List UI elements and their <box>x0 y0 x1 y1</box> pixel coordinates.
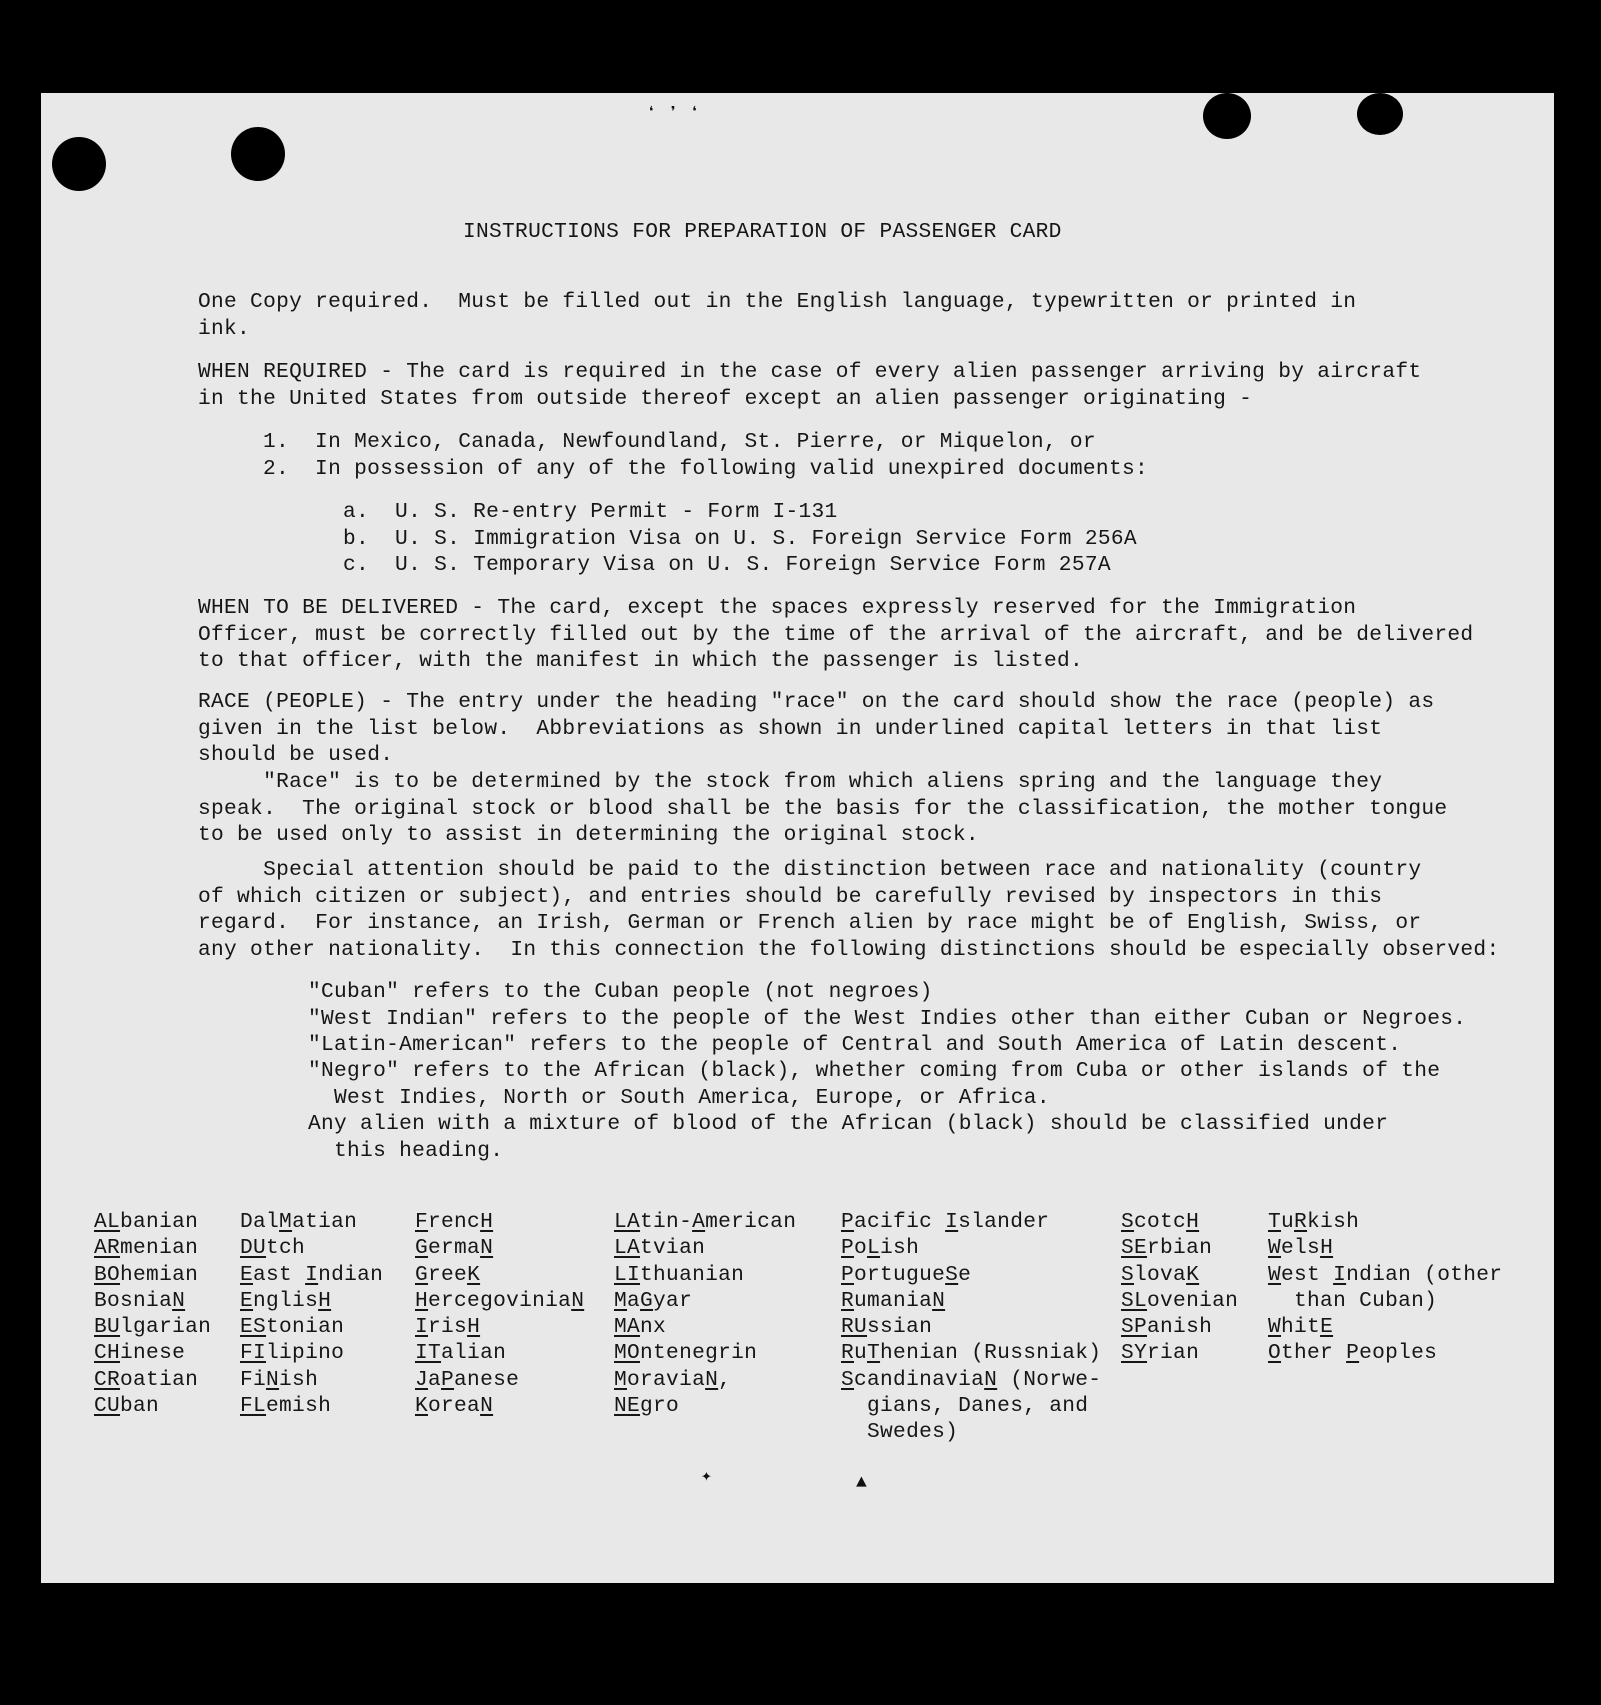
distinction-item: "Negro" refers to the African (black), whether coming from Cuba or other islands of the West Indies, North or South America, Europe, or Africa. <box>308 1059 1441 1110</box>
race-text: ther <box>1281 1341 1347 1366</box>
race-abbreviation: MA <box>614 1315 641 1340</box>
race-entry <box>240 1262 383 1288</box>
race-abbreviation: P <box>841 1236 855 1261</box>
race-abbreviation: H <box>415 1288 429 1313</box>
race-entry <box>1121 1288 1238 1314</box>
race-abbreviation: CH <box>94 1341 121 1366</box>
race-abbreviation: P <box>841 1262 855 1287</box>
race-entry <box>415 1209 584 1235</box>
list-item: b. U. S. Immigration Visa on U. S. Foreign Service Form 256A <box>343 527 1137 551</box>
race-entry <box>614 1262 796 1288</box>
race-text: ris <box>428 1315 468 1340</box>
race-entry <box>415 1314 584 1340</box>
race-abbreviation: I <box>1333 1262 1347 1287</box>
race-abbreviation: H <box>318 1288 332 1313</box>
race-abbreviation: BU <box>94 1315 121 1340</box>
race-abbreviation: N <box>480 1236 494 1261</box>
race-abbreviation: K <box>1186 1262 1200 1287</box>
race-entry <box>1121 1314 1238 1340</box>
race-entry <box>841 1288 1101 1314</box>
race-abbreviation: BO <box>94 1262 121 1287</box>
race-entry <box>94 1262 211 1288</box>
race-abbreviation: H <box>1320 1236 1334 1261</box>
race-entry <box>614 1393 796 1419</box>
race-abbreviation: H <box>1186 1210 1200 1234</box>
race-entry <box>415 1262 584 1288</box>
race-text: a <box>627 1288 641 1313</box>
race-text: est <box>1281 1262 1334 1287</box>
race-entry <box>614 1235 796 1261</box>
distinction-item: "West Indian" refers to the people of the West Indies other than either Cuban or Negroes. <box>308 1007 1467 1031</box>
page-title: INSTRUCTIONS FOR PREPARATION OF PASSENGER CARD <box>463 220 1062 244</box>
race-text: merican <box>705 1210 797 1234</box>
race-text: ish <box>880 1236 920 1261</box>
race-abbreviation: E <box>1320 1315 1334 1340</box>
race-abbreviation: SY <box>1121 1341 1148 1366</box>
race-text: gro <box>640 1394 680 1419</box>
ink-mark: ✦ <box>701 1467 712 1487</box>
race-text: cotc <box>1134 1210 1187 1234</box>
race-entry <box>240 1209 383 1235</box>
race-abbreviation: I <box>305 1262 319 1287</box>
punch-hole <box>52 137 106 191</box>
race-entry <box>841 1340 1101 1366</box>
race-entry <box>841 1209 1101 1235</box>
race-abbreviation: N <box>571 1288 585 1313</box>
race-abbreviation: N <box>705 1367 719 1392</box>
race-abbreviation: S <box>841 1367 855 1392</box>
distinction-item: "Cuban" refers to the Cuban people (not negroes) <box>308 980 933 1004</box>
race-abbreviation: P <box>841 1210 855 1234</box>
race-entry <box>841 1314 1101 1340</box>
race-text: renc <box>428 1210 481 1234</box>
race-entry <box>1268 1314 1502 1340</box>
race-text: lipino <box>266 1341 345 1366</box>
race-text: nglis <box>253 1288 319 1313</box>
race-text: e <box>958 1262 972 1287</box>
punch-hole <box>1203 93 1251 139</box>
race-column <box>94 1209 211 1419</box>
race-text: els <box>1281 1236 1321 1261</box>
race-abbreviation: K <box>467 1262 481 1287</box>
race-text: ndian <box>318 1262 384 1287</box>
race-text: o <box>854 1236 868 1261</box>
race-abbreviation: N <box>932 1288 946 1313</box>
race-abbreviation: SP <box>1121 1315 1148 1340</box>
race-abbreviation: CU <box>94 1394 121 1419</box>
race-text: , <box>718 1367 732 1392</box>
race-text: Fi <box>240 1367 267 1392</box>
race-text: ndian (other <box>1346 1262 1503 1287</box>
race-abbreviation: R <box>841 1288 855 1313</box>
punch-hole <box>231 127 285 181</box>
race-entry <box>415 1235 584 1261</box>
race-abbreviation: F <box>415 1210 429 1234</box>
race-text: gians, Danes, and <box>841 1394 1089 1419</box>
ink-mark: ▲ <box>856 1473 867 1493</box>
race-text: Swedes) <box>841 1420 959 1445</box>
race-text: atian <box>292 1210 358 1234</box>
race-abbreviation: IT <box>415 1341 442 1366</box>
race-text: lgarian <box>120 1315 212 1340</box>
race-column <box>415 1209 584 1419</box>
race-text: emish <box>266 1394 332 1419</box>
race-column <box>1121 1209 1238 1367</box>
race-abbreviation: G <box>640 1288 654 1313</box>
race-text: (Norwe- <box>997 1367 1102 1392</box>
race-text: eoples <box>1359 1341 1438 1366</box>
race-text: ban <box>120 1394 160 1419</box>
race-entry <box>240 1235 383 1261</box>
race-abbreviation: N <box>266 1367 280 1392</box>
race-column <box>841 1209 1101 1446</box>
race-abbreviation: S <box>1121 1262 1135 1287</box>
race-abbreviation: AL <box>94 1210 121 1234</box>
race-abbreviation: SL <box>1121 1288 1148 1313</box>
race-text: Dal <box>240 1210 280 1234</box>
race-abbreviation: S <box>945 1262 959 1287</box>
distinction-item: Any alien with a mixture of blood of the African (black) should be classified under this heading. <box>308 1112 1389 1163</box>
race-entry <box>240 1393 383 1419</box>
race-text: Bosnia <box>94 1288 173 1313</box>
race-text: nx <box>640 1315 667 1340</box>
race-text: tch <box>266 1236 306 1261</box>
race-entry <box>94 1314 211 1340</box>
race-entry <box>841 1235 1101 1261</box>
race-abbreviation: S <box>1121 1210 1135 1234</box>
race-text: banian <box>120 1210 199 1234</box>
race-abbreviation: M <box>614 1367 628 1392</box>
race-abbreviation: W <box>1268 1262 1282 1287</box>
race-text: oatian <box>120 1367 199 1392</box>
race-abbreviation: P <box>1346 1341 1360 1366</box>
race-abbreviation: H <box>467 1315 481 1340</box>
race-column <box>1268 1209 1502 1367</box>
race-entry <box>1268 1235 1502 1261</box>
race-abbreviation: G <box>415 1236 429 1261</box>
race-text: orea <box>428 1394 481 1419</box>
race-abbreviation: M <box>614 1288 628 1313</box>
race-entry <box>94 1288 211 1314</box>
race-abbreviation: N <box>480 1394 494 1419</box>
race-text: oravia <box>627 1367 706 1392</box>
race-entry <box>240 1367 383 1393</box>
race-text: alian <box>441 1341 507 1366</box>
race-entry <box>841 1262 1101 1288</box>
race-text: thuanian <box>640 1262 745 1287</box>
race-text: tvian <box>640 1236 706 1261</box>
race-abbreviation: MO <box>614 1341 641 1366</box>
race-abbreviation: N <box>984 1367 998 1392</box>
race-text: acific <box>854 1210 946 1234</box>
race-text: kish <box>1307 1210 1360 1234</box>
race-abbreviation: M <box>279 1210 293 1234</box>
race-entry <box>1268 1262 1502 1288</box>
race-entry <box>1121 1209 1238 1235</box>
race-entry <box>415 1367 584 1393</box>
race-abbreviation: NE <box>614 1394 641 1419</box>
punch-hole <box>1357 93 1403 135</box>
race-abbreviation: O <box>1268 1341 1282 1366</box>
race-text: menian <box>120 1236 199 1261</box>
race-text: ree <box>428 1262 468 1287</box>
race-text: henian (Russniak) <box>880 1341 1102 1366</box>
race-text: a <box>428 1367 442 1392</box>
race-text: lova <box>1134 1262 1187 1287</box>
race-abbreviation: G <box>415 1262 429 1287</box>
race-abbreviation: N <box>172 1288 186 1313</box>
race-abbreviation: W <box>1268 1236 1282 1261</box>
race-abbreviation: P <box>441 1367 455 1392</box>
race-text: anish <box>1147 1315 1213 1340</box>
race-abbreviation: R <box>1294 1210 1308 1234</box>
race-entry <box>94 1209 211 1235</box>
special-attention-paragraph: Special attention should be paid to the distinction between race and nationality (country of which citizen or subject), and entries should be carefully revised by inspectors in this regard. For instance, an Irish, German or French alien by race might be of English, Swiss, or any other nationality. In this connection the following distinctions should be especially observed: <box>198 858 1500 962</box>
ink-mark: ❛ ❜ ❛ <box>646 105 701 125</box>
race-entry <box>614 1314 796 1340</box>
race-entry <box>614 1340 796 1366</box>
race-entry <box>841 1393 1101 1419</box>
race-text: tin- <box>640 1210 693 1234</box>
race-entry <box>240 1340 383 1366</box>
race-entry <box>1121 1340 1238 1366</box>
list-item: a. U. S. Re-entry Permit - Form I-131 <box>343 500 838 524</box>
race-entry <box>614 1288 796 1314</box>
race-entry <box>94 1235 211 1261</box>
race-abbreviation: LA <box>614 1236 641 1261</box>
race-entry <box>614 1367 796 1393</box>
race-abbreviation: CR <box>94 1367 121 1392</box>
race-abbreviation: R <box>841 1341 855 1366</box>
race-entry <box>240 1288 383 1314</box>
race-abbreviation: J <box>415 1367 429 1392</box>
race-abbreviation: FL <box>240 1394 267 1419</box>
document-sheet <box>41 93 1554 1583</box>
race-text: ercegovinia <box>428 1288 572 1313</box>
race-text: yar <box>653 1288 693 1313</box>
race-text: umania <box>854 1288 933 1313</box>
race-abbreviation: RU <box>841 1315 868 1340</box>
race-entry <box>94 1393 211 1419</box>
race-text: anese <box>454 1367 520 1392</box>
race-entry <box>415 1393 584 1419</box>
race-text: ortugue <box>854 1262 946 1287</box>
race-text: candinavia <box>854 1367 985 1392</box>
race-abbreviation: L <box>867 1236 881 1261</box>
intro-paragraph: One Copy required. Must be filled out in the English language, typewritten or printed in ink. <box>198 290 1357 341</box>
distinction-item: "Latin-American" refers to the people of Central and South America of Latin descent. <box>308 1033 1402 1057</box>
race-paragraph: RACE (PEOPLE) - The entry under the heading "race" on the card should show the race (people) as given in the list below. Abbreviations as shown in underlined capital letters in that list should be used. <box>198 690 1435 767</box>
race-abbreviation: LA <box>614 1210 641 1234</box>
list-item: 1. In Mexico, Canada, Newfoundland, St. Pierre, or Miquelon, or <box>263 430 1096 454</box>
race-column <box>240 1209 383 1419</box>
race-entry <box>240 1314 383 1340</box>
race-text: ish <box>279 1367 319 1392</box>
race-entry <box>1121 1262 1238 1288</box>
race-paragraph-2: "Race" is to be determined by the stock from which aliens spring and the language they speak. The original stock or blood shall be the basis for the classification, the mother tongue to be used only to assist in determining the original stock. <box>198 770 1448 847</box>
race-abbreviation: E <box>240 1262 254 1287</box>
race-abbreviation: E <box>240 1288 254 1313</box>
race-text: erma <box>428 1236 481 1261</box>
race-abbreviation: A <box>692 1210 706 1234</box>
race-text: rian <box>1147 1341 1200 1366</box>
race-abbreviation: I <box>945 1210 959 1234</box>
race-entry <box>1268 1288 1502 1314</box>
race-text: ssian <box>867 1315 933 1340</box>
when-required-paragraph: WHEN REQUIRED - The card is required in the case of every alien passenger arriving by aircraft in the United States from outside thereof except an alien passenger originating - <box>198 360 1422 411</box>
race-entry <box>415 1288 584 1314</box>
race-abbreviation: DU <box>240 1236 267 1261</box>
race-entry <box>94 1367 211 1393</box>
race-text: ntenegrin <box>640 1341 758 1366</box>
race-text: u <box>854 1341 868 1366</box>
race-abbreviation: SE <box>1121 1236 1148 1261</box>
race-entry <box>841 1419 1101 1445</box>
race-abbreviation: T <box>867 1341 881 1366</box>
race-abbreviation: H <box>480 1210 494 1234</box>
race-abbreviation: AR <box>94 1236 121 1261</box>
race-abbreviation: K <box>415 1394 429 1419</box>
race-abbreviation: FI <box>240 1341 267 1366</box>
race-abbreviation: LI <box>614 1262 641 1287</box>
race-entry <box>841 1367 1101 1393</box>
race-text: hemian <box>120 1262 199 1287</box>
list-item: c. U. S. Temporary Visa on U. S. Foreign Service Form 257A <box>343 553 1111 577</box>
race-text: than Cuban) <box>1268 1288 1438 1313</box>
list-item: 2. In possession of any of the following valid unexpired documents: <box>263 457 1148 481</box>
race-abbreviation: W <box>1268 1315 1282 1340</box>
race-abbreviation: I <box>415 1315 429 1340</box>
race-column <box>614 1209 796 1419</box>
race-text: ovenian <box>1147 1288 1239 1313</box>
race-entry <box>1268 1340 1502 1366</box>
race-entry <box>1268 1209 1502 1235</box>
race-entry <box>94 1340 211 1366</box>
race-entry <box>415 1340 584 1366</box>
race-text: ast <box>253 1262 306 1287</box>
race-text: rbian <box>1147 1236 1213 1261</box>
race-abbreviation: ES <box>240 1315 267 1340</box>
race-entry <box>1121 1235 1238 1261</box>
race-text: tonian <box>266 1315 345 1340</box>
race-text: hit <box>1281 1315 1321 1340</box>
race-abbreviation: T <box>1268 1210 1282 1234</box>
when-delivered-paragraph: WHEN TO BE DELIVERED - The card, except the spaces expressly reserved for the Immigration Officer, must be correctly filled out by the time of the arrival of the aircraft, and be delivered to that officer, with the manifest in which the passenger is listed. <box>198 596 1474 673</box>
race-entry <box>614 1209 796 1235</box>
race-text: inese <box>120 1341 186 1366</box>
race-text: slander <box>958 1210 1050 1234</box>
race-text: u <box>1281 1210 1295 1234</box>
